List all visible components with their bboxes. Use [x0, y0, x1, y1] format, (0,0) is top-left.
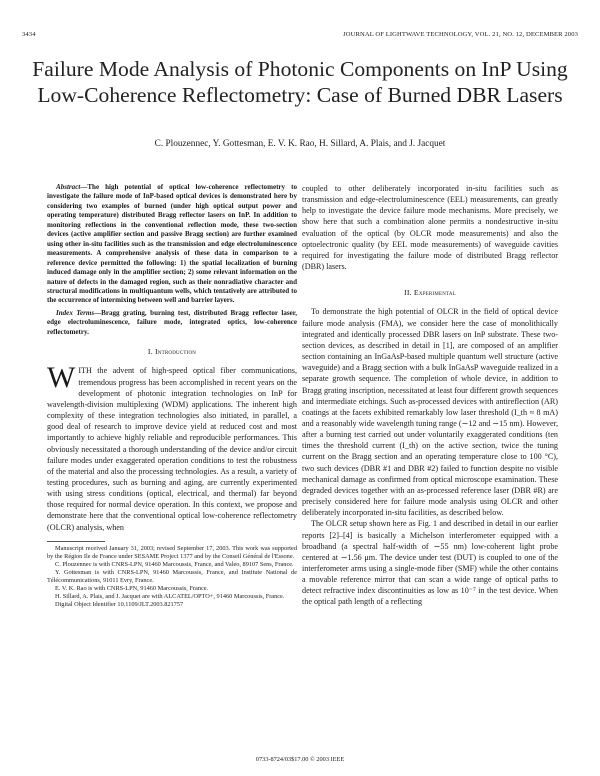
- footnote: Y. Gottesman is with CNRS-LPN, 91460 Marcoussis, France, and Institute National de Télécommunications, 91011 Evry, France.: [47, 568, 297, 584]
- journal-name: JOURNAL OF LIGHTWAVE TECHNOLOGY, VOL. 21, NO. 12, DECEMBER 2003: [343, 31, 578, 38]
- index-terms-label: Index Terms: [56, 308, 95, 317]
- footnotes: [47, 545, 297, 609]
- abstract: [47, 183, 297, 337]
- right-column: [302, 183, 558, 608]
- left-column: [47, 183, 297, 609]
- paragraph: coupled to other deliberately incorporated in-situ facilities such as transmission and edge-electroluminescence (EEL) measurements, can greatly help to investigate the device failure mode mechanisms. More precisely, we show here that such a combination alone permits a nondestructive in-situ evaluation of the optical (by OLCR mode measurements) and also the optoelectronic quality (by EEL mode measurements) of waveguide cavities required for investigating the failure mode of distributed Bragg reflector (DBR) lasers.: [302, 184, 558, 272]
- paragraph: To demonstrate the high potential of OLCR in the field of optical device failure mode analysis (FMA), we consider here the case of monolithically integrated and identically processed DBR lasers on InP substrate. These two-section devices, as described in detail in [1], are composed of an amplifier section containing an InGaAsP-based multiple quantum well structure (active waveguide) and a Bragg section with a bulk InGaAsP waveguide realized in a separate growth sequence. The completion of whole device, in addition to Bragg grating inscription, necessitated at least four different growth sequences and intermediate etchings. Such as-processed devices with antireflection (AR) coatings at the facets exhibited remarkably low laser threshold (I_th ≈ 8 mA) and a reasonably wide wavelength tuning range (∼12 and ∼15 nm). However, after a burning test carried out under voluntarily exaggerated conditions (ten times the threshold current (I_th) on the active section, twice the tuning current on the Bragg section and an operating temperature close to 100 °C), two such devices (DBR #1 and DBR #2) failed to function despite no visible mechanical damage as confirmed from optical microscope examination. These degraded devices together with an as-processed reference laser (DBR #R) are precisely considered here for failure mode analysis using OLCR and other deliberately incorporated in-situ facilities, as described below.: [302, 307, 558, 518]
- paragraph: The OLCR setup shown here as Fig. 1 and described in detail in our earlier reports [2]–[4] is basically a Michelson interferometer equipped with a broadband (a spectral half-width of ∼55 nm) low-coherent light probe centered at ∼1.56 μm. The device under test (DUT) is coupled to one of the interferometer arms using a single-mode fiber (SMF) while the other contains a movable reference mirror that can scan a wide range of optical paths to detect refractive index discontinuities as low as 10⁻⁷ in the test device. When the optical path length of a reflecting: [302, 519, 558, 607]
- drop-cap: W: [47, 361, 76, 395]
- footnote: C. Plouzennec is with CNRS-LPN, 91460 Marcoussis, France, and Valeo, 89107 Sens, France.: [55, 560, 294, 568]
- author-list: C. Plouzennec, Y. Gottesman, E. V. K. Rao, H. Sillard, A. Plais, and J. Jacquet: [154, 139, 446, 149]
- copyright-line: 0733-8724/03$17.00 © 2003 IEEE: [255, 756, 345, 763]
- footnote: Manuscript received January 31, 2003; revised September 17, 2003. This work was supported by the Région Ile de France under SESAME Project 1377 and by the Conseil Général de l'Essone.: [47, 544, 297, 560]
- paper-title: Failure Mode Analysis of Photonic Components on InP Using Low-Coherence Reflectometry: Case of Burned DBR Lasers: [32, 57, 568, 107]
- abstract-label: Abstract: [56, 183, 81, 191]
- introduction-paragraph: [47, 361, 297, 532]
- section-heading-introduction: I. Introduction: [147, 347, 197, 357]
- footnote-rule: [47, 541, 105, 542]
- index-terms-text: —Bragg grating, burning test, distributed Bragg reflector laser, edge electroluminescence, failure mode, integrated optics, low-coherence reflectometry.: [47, 308, 298, 336]
- section-heading-experimental: II. Experimental: [404, 288, 456, 298]
- footnote: E. V. K. Rao is with CNRS-LPN, 91460 Marcoussis, France.: [55, 584, 209, 592]
- footnote: H. Sillard, A. Plais, and J. Jacquet are with ALCATEL/OPTO+, 91460 Marcoussis, France.: [55, 592, 285, 600]
- abstract-text: —The high potential of optical low-coherence reflectometry to investigate the failure mode of InP-based optical devices is demonstrated here by considering two examples of burned (under high optical output power and operating temperature) distributed Bragg reflector lasers on InP. In addition to monitoring reflections in the conventional reflection mode, these two-section devices (active amplifier section and passive Bragg section) are further examined using other in-situ facilities such as the transmission and edge electroluminescence measurements. A comprehensive analysis of these data in comparison to a reference device permitted the following: 1) the spatial localization of burning induced damage only in the amplifier section; 2) some relevant information on the nature of defects in the damaged region, such as their nonradiative character and structural modifications in multiquantum wells, which tentatively are attributed to the occurrence of intermixing between well and barrier layers.: [47, 183, 297, 305]
- footnote-doi: Digital Object Identifier 10.1109/JLT.2003.821757: [55, 600, 184, 608]
- introduction-text: ITH the advent of high-speed optical fiber communications, tremendous progress has been accomplished in recent years on the development of photonic integration technologies on InP for wavelength-division multiplexing (WDM) applications. The inherent high complexity of these integration technologies also initiated, in parallel, a good deal of research to improve device yield at reduced cost and most importantly to achieve highly reliable and reproducible performances. This obviously necessitated a thorough understanding of the device and/or circuit failure modes under exaggerated operation conditions to test the robustness of the material and also the processing technologies. As a result, a variety of testing procedures, such as burning and aging, are currently experimented with using stress conditions (optical, electrical, and thermal) far beyond those required for normal device operation. In this context, we propose and demonstrate here that the conventional optical low-coherence reflectometry (OLCR) analysis, when: [47, 366, 297, 532]
- page-number: 3434: [22, 31, 36, 38]
